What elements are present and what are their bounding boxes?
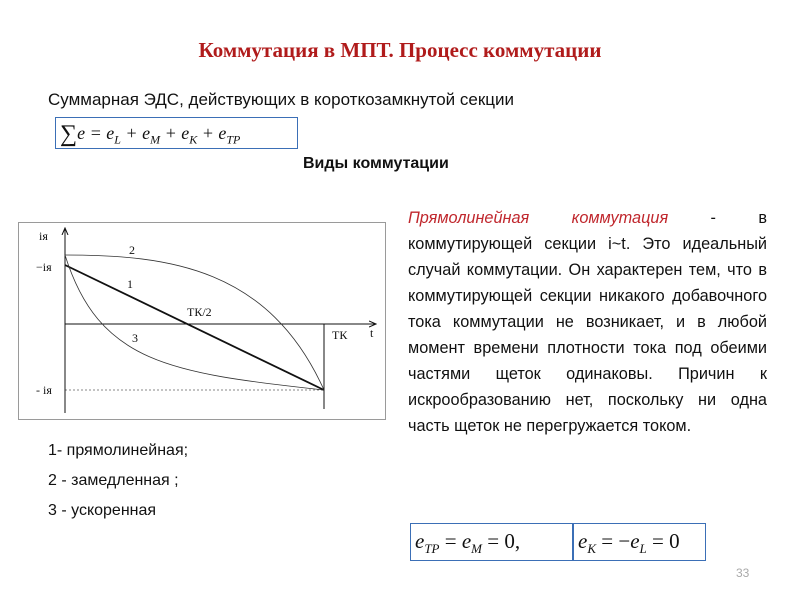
eq2-a: e (578, 529, 588, 553)
sum-symbol: ∑ (60, 121, 78, 147)
formula-plus-e: + e (164, 123, 190, 143)
curve-delayed (65, 255, 324, 390)
eq1-b-sub: M (471, 541, 483, 557)
label-curve-3: 3 (132, 331, 138, 345)
description-highlight: Прямолинейная коммутация (408, 209, 669, 227)
eq1-mid: = (439, 529, 462, 553)
slide-title: Коммутация в МПТ. Процесс коммутации (198, 38, 602, 62)
label-curve-1: 1 (127, 277, 133, 291)
section-heading: Виды коммутации (303, 155, 449, 172)
subtitle: Суммарная ЭДС, действующих в короткозамкнутой секции (48, 90, 515, 109)
equation-box-1 (410, 523, 573, 561)
legend-item-linear: 1- прямолинейная; (48, 442, 189, 459)
eq2-b: e (630, 529, 640, 553)
emf-sum-formula (55, 117, 298, 149)
eq2-end: = 0 (646, 529, 680, 553)
formula-sub-m: M (150, 132, 161, 147)
formula-plus-e: + e (201, 123, 227, 143)
label-i-neg: −iя (36, 260, 52, 274)
equation-box-2 (573, 523, 706, 561)
eq2-mid: = − (596, 529, 631, 553)
curve-accelerated (65, 255, 324, 390)
label-i-top: iя (39, 229, 48, 243)
formula-lhs: e = e (77, 123, 115, 143)
legend-item-delayed: 2 - замедленная ; (48, 472, 179, 489)
eq1-a: e (415, 529, 425, 553)
label-period: TК (332, 328, 348, 342)
formula-sub-k: K (189, 132, 198, 147)
curve-legend (48, 436, 188, 526)
label-i-bottom: - iя (36, 383, 52, 397)
formula-sub-l: L (114, 132, 121, 147)
page-number: 33 (736, 566, 750, 580)
eq1-a-sub: TP (424, 541, 440, 557)
eq1-end: = 0, (482, 529, 521, 553)
graph-svg (19, 223, 387, 421)
eq2-a-sub: K (587, 541, 596, 557)
legend-item-accelerated: 3 - ускоренная (48, 502, 157, 519)
description-body: - в коммутирующей секции i~t. Это идеальный случай коммутации. Он характерен тем, что в коммутирующей секции никакого добавочного тока коммутации не возникает, и в любой момент времени плотности тока под обеими частями щеток одинаковы. Причин к искрообразованию нет, поскольку ни одна часть щеток не перегружается током. (408, 209, 767, 435)
formula-sub-tp: TP (226, 132, 241, 147)
formula-plus-e: + e (125, 123, 151, 143)
label-curve-2: 2 (129, 243, 135, 257)
label-t: t (370, 326, 374, 340)
eq2-b-sub: L (639, 541, 647, 557)
description-paragraph (408, 205, 767, 439)
commutation-graph (18, 222, 386, 420)
label-half-period: TК/2 (187, 305, 212, 319)
eq1-b: e (461, 529, 472, 553)
